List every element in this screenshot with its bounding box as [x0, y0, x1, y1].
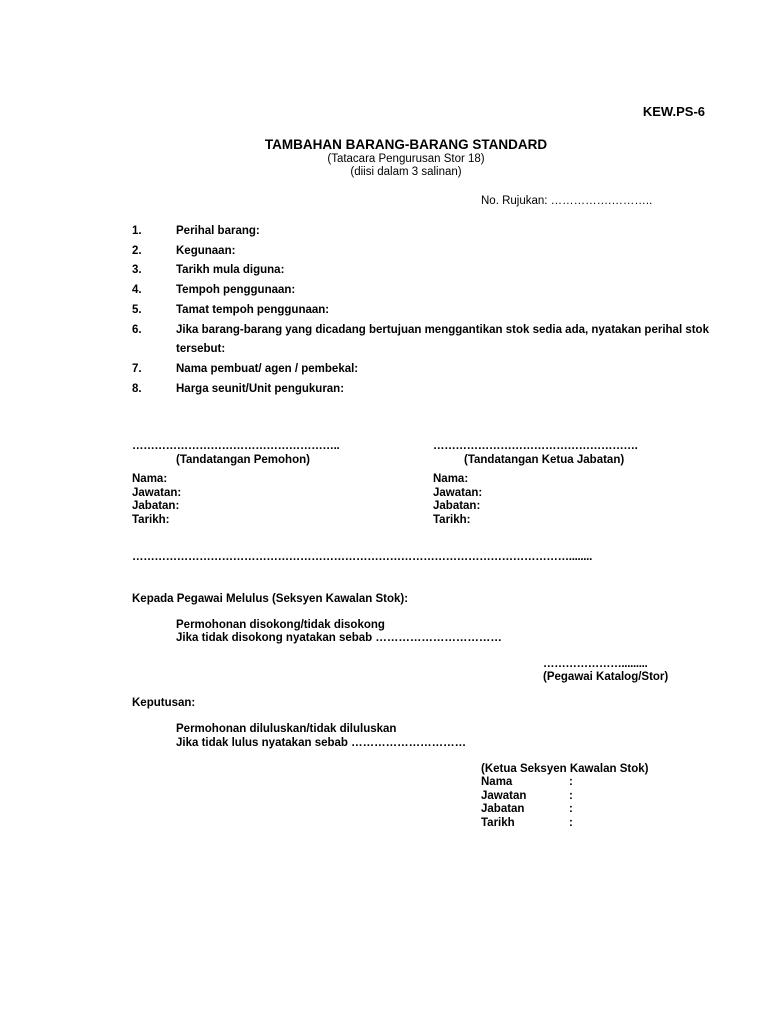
field-separator: : — [569, 776, 573, 788]
list-item — [132, 242, 712, 262]
field-separator: : — [569, 803, 573, 815]
field-separator: : — [569, 789, 573, 802]
applicant-signature-label: (Tandatangan Pemohon) — [176, 454, 310, 466]
applicant-position-field: Jawatan: — [132, 486, 182, 499]
item-list — [132, 222, 712, 399]
list-item — [132, 321, 712, 360]
stock-head-name-row — [481, 776, 573, 790]
approver-reason-line: Jika tidak disokong nyatakan sebab …………………………… — [176, 632, 502, 644]
stock-head-label: (Ketua Seksyen Kawalan Stok) — [481, 763, 649, 775]
list-item — [132, 281, 712, 301]
decision-heading: Keputusan: — [132, 697, 196, 709]
item-number: 4. — [132, 284, 142, 297]
item-number: 7. — [132, 362, 142, 375]
field-separator: : — [569, 816, 573, 829]
item-label: Kegunaan: — [176, 244, 236, 257]
list-item — [132, 380, 712, 400]
list-item — [132, 360, 712, 380]
item-label: Harga seunit/Unit pengukuran: — [176, 382, 345, 395]
item-number: 2. — [132, 244, 142, 257]
head-name-field: Nama: — [433, 473, 469, 485]
list-item — [132, 222, 712, 242]
decision-approval-line: Permohonan diluluskan/tidak diluluskan — [176, 723, 397, 735]
applicant-department-field: Jabatan: — [132, 500, 180, 512]
item-number: 1. — [132, 225, 142, 237]
field-label: Jawatan — [481, 789, 527, 802]
item-number: 5. — [132, 303, 142, 316]
item-number: 8. — [132, 382, 142, 395]
item-label: Tamat tempoh penggunaan: — [176, 303, 330, 316]
decision-reason-line: Jika tidak lulus nyatakan sebab ………………………… — [176, 737, 467, 749]
field-label: Tarikh — [481, 816, 515, 829]
head-fields — [433, 473, 482, 527]
item-label: Tarikh mula diguna: — [176, 264, 285, 277]
document-title: TAMBAHAN BARANG-BARANG STANDARD — [264, 137, 548, 152]
stock-head-date-row — [481, 817, 573, 831]
list-item — [132, 301, 712, 321]
item-number: 6. — [132, 323, 142, 336]
applicant-fields — [132, 473, 181, 527]
item-number: 3. — [132, 264, 142, 277]
head-department-field: Jabatan: — [433, 500, 481, 512]
head-date-field: Tarikh: — [433, 513, 471, 526]
applicant-name-field: Nama: — [132, 473, 168, 485]
field-label: Nama — [481, 776, 513, 788]
catalog-officer-signature-line: …………………......... — [543, 658, 648, 670]
stock-head-position-row — [481, 790, 573, 804]
head-position-field: Jawatan: — [433, 486, 483, 499]
approver-heading: Kepada Pegawai Melulus (Seksyen Kawalan Stok): — [132, 593, 409, 605]
approver-support-line: Permohonan disokong/tidak disokong — [176, 619, 385, 631]
catalog-officer-label: (Pegawai Katalog/Stor) — [543, 671, 669, 683]
item-label: Tempoh penggunaan: — [176, 284, 296, 297]
item-label: Nama pembuat/ agen / pembekal: — [176, 362, 359, 375]
form-code: KEW.PS-6 — [642, 104, 705, 119]
stock-head-department-row — [481, 803, 573, 817]
applicant-date-field: Tarikh: — [132, 513, 170, 526]
subtitle-copies: (diisi dalam 3 salinan) — [350, 166, 462, 178]
head-signature-label: (Tandatangan Ketua Jabatan) — [464, 454, 625, 466]
reference-number: No. Rujukan: …………….……….. — [481, 195, 653, 207]
stock-head-fields — [481, 776, 573, 830]
field-label: Jabatan — [481, 803, 525, 815]
head-signature-line: ………………………………………………. — [433, 440, 638, 452]
applicant-signature-line: ……………………………………………….. — [132, 440, 340, 452]
section-divider: ………………………………………………………………………………………………………........ — [132, 551, 592, 563]
list-item — [132, 261, 712, 281]
subtitle-procedure: (Tatacara Pengurusan Stor 18) — [327, 153, 485, 165]
item-label: Perihal barang: — [176, 225, 260, 237]
item-label: Jika barang-barang yang dicadang bertujuan menggantikan stok sedia ada, nyatakan perihal stok tersebut: — [176, 323, 709, 356]
